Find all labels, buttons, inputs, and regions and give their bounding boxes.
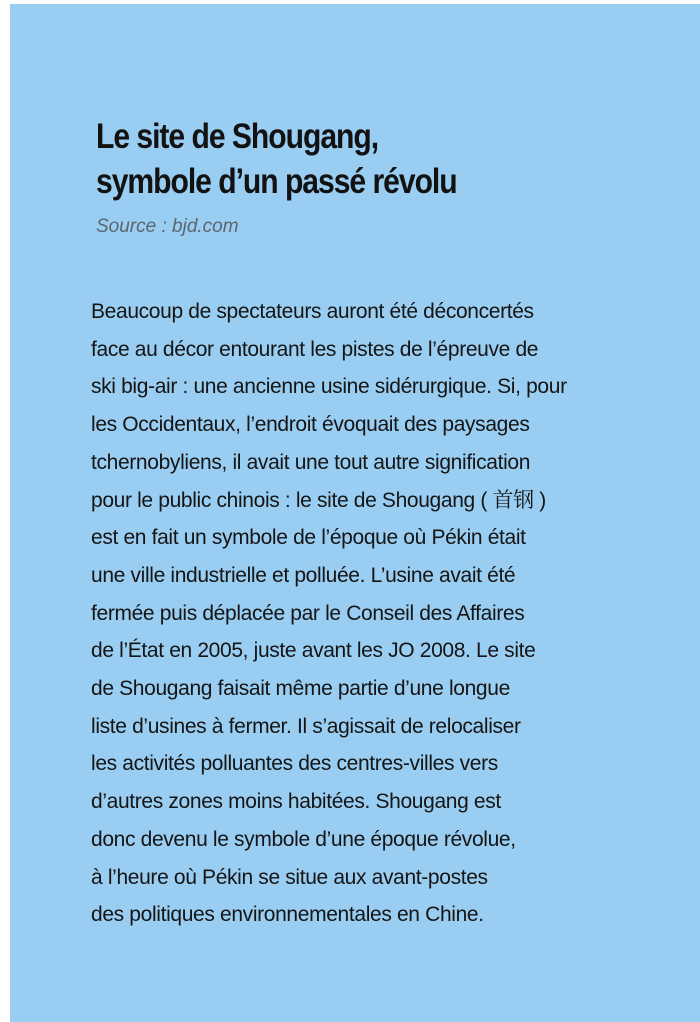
body-line: ski big-air : une ancienne usine sidérurgique. Si, pour bbox=[91, 375, 567, 399]
body-line: fermée puis déplacée par le Conseil des Affaires bbox=[91, 601, 525, 625]
body-line: à l’heure où Pékin se situe aux avant-postes bbox=[91, 865, 488, 889]
body-line: donc devenu le symbole d’une époque révolue, bbox=[91, 827, 516, 851]
body-line: tchernobyliens, il avait une tout autre signification bbox=[91, 450, 531, 474]
article-title bbox=[96, 114, 578, 204]
body-line: est en fait un symbole de l’époque où Pékin était bbox=[91, 526, 526, 550]
body-line: une ville industrielle et polluée. L’usine avait été bbox=[91, 563, 516, 587]
body-line: Beaucoup de spectateurs auront été déconcertés bbox=[91, 300, 534, 323]
article-body bbox=[91, 293, 567, 934]
article-box bbox=[10, 4, 700, 1022]
body-line: d’autres zones moins habitées. Shougang est bbox=[91, 790, 501, 814]
body-line: face au décor entourant les pistes de l’épreuve de bbox=[91, 337, 539, 361]
body-line: des politiques environnementales en Chine. bbox=[91, 903, 484, 927]
body-line: les activités polluantes des centres-villes vers bbox=[91, 752, 498, 776]
body-line: pour le public chinois : le site de Shougang ( 首钢 ) bbox=[91, 488, 546, 512]
body-line: les Occidentaux, l’endroit évoquait des paysages bbox=[91, 413, 530, 437]
body-line: de Shougang faisait même partie d’une longue bbox=[91, 677, 510, 701]
title-line: Le site de Shougang, bbox=[96, 117, 379, 156]
body-line: de l’État en 2005, juste avant les JO 2008. Le site bbox=[91, 639, 536, 663]
article-source: Source : bjd.com bbox=[96, 216, 239, 237]
title-line: symbole d’un passé révolu bbox=[96, 162, 457, 201]
body-line: liste d’usines à fermer. Il s’agissait de relocaliser bbox=[91, 714, 521, 738]
